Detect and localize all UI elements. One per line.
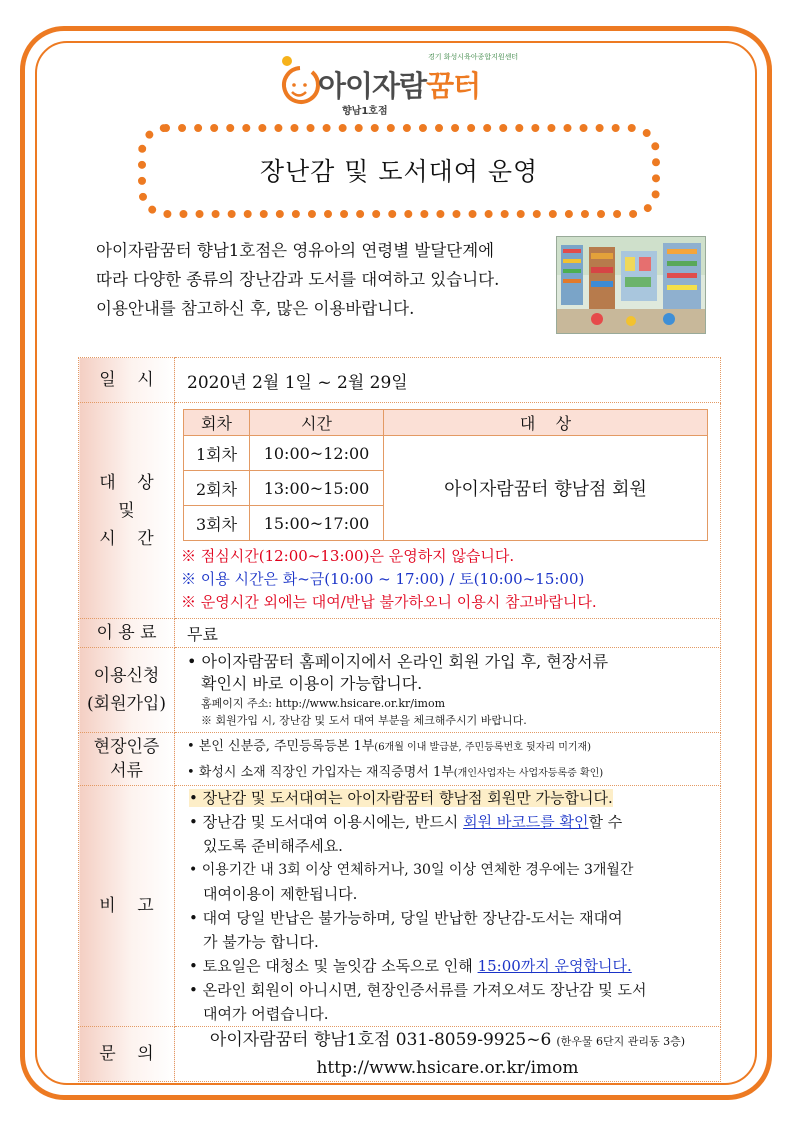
label-and: 및 [118, 500, 135, 521]
logo-subtitle: 경기 화성시육아종합지원센터 [428, 53, 519, 61]
docs-item2-note: (개인사업자는 사업자등록증 확인) [453, 768, 604, 779]
note-hours: ※ 이용 시간은 화~금(10:00 ~ 17:00) / 토(10:00~15:00) [181, 570, 585, 588]
contact-main: 아이자람꿈터 향남1호점 031-8059-9925~6 [209, 1030, 552, 1050]
value-fee: 무료 [175, 619, 721, 648]
audience: 아이자람꿈터 향남점 회원 [384, 436, 708, 541]
label-apply-2: (회원가입) [87, 694, 166, 714]
remark-3: • 이용기간 내 3회 이상 연체하거나, 30일 이상 연체한 경우에는 3개월간 [189, 862, 634, 878]
session-time: 13:00~15:00 [250, 471, 384, 506]
docs-item2-main: • 화성시 소재 직장인 가입자는 재직증명서 1부 [187, 765, 454, 780]
label-date: 일 시 [79, 358, 175, 403]
remark-4: • 대여 당일 반납은 불가능하며, 당일 반납한 장난감-도서는 재대여 [189, 909, 623, 927]
value-apply [175, 648, 721, 733]
remark-2-cont: 있도록 준비해주세요. [203, 837, 343, 855]
logo-name-part-b: 꿈터 [426, 69, 481, 103]
remark-6-cont: 대여가 어렵습니다. [203, 1005, 329, 1023]
contact-line [175, 1027, 720, 1055]
row-docs [79, 733, 721, 786]
intro-line: 따라 다양한 종류의 장난감과 도서를 대여하고 있습니다. [96, 270, 500, 289]
logo [278, 52, 528, 118]
remark-1 [189, 786, 720, 810]
docs-item1-main: • 본인 신분증, 주민등록등본 1부 [187, 739, 375, 754]
smiley-sun-icon [278, 54, 322, 110]
remark-2-post: 할 수 [588, 813, 623, 831]
remark-6: • 온라인 회원이 아니시면, 현장인증서류를 가져오셔도 장난감 및 도서 [189, 981, 647, 999]
remark-4-cont: 가 불가능 합니다. [203, 933, 319, 951]
remark-2 [189, 810, 720, 834]
label-docs-2: 서류 [110, 761, 143, 781]
apply-line1: • 아이자람꿈터 홈페이지에서 온라인 회원 가입 후, 현장서류 [187, 652, 609, 671]
row-contact [79, 1027, 721, 1082]
intro-line: 이용안내를 참고하신 후, 많은 이용바랍니다. [96, 299, 415, 318]
info-table [78, 357, 721, 1082]
schedule-header [184, 410, 708, 436]
value-target-time [175, 403, 721, 619]
row-target-time [79, 403, 721, 619]
remark-5 [189, 954, 720, 978]
session-no: 1회차 [184, 436, 250, 471]
value-date: 2020년 2월 1일 ~ 2월 29일 [175, 358, 721, 403]
remark-1-text: • 장난감 및 도서대여는 아이자람꿈터 향남점 회원만 가능합니다. [189, 789, 613, 807]
logo-name [318, 64, 480, 105]
intro-line: 아이자람꿈터 향남1호점은 영유아의 연령별 발달단계에 [96, 241, 495, 260]
label-target: 대 상 [99, 472, 154, 493]
header-audience: 대 상 [384, 410, 708, 436]
contact-address: (한우물 6단지 관리동 3층) [556, 1035, 686, 1048]
session-time: 10:00~12:00 [250, 436, 384, 471]
title-box [138, 124, 660, 218]
row-date [79, 358, 721, 403]
session-no: 3회차 [184, 506, 250, 541]
apply-line2: 확인시 바로 이용이 가능합니다. [201, 674, 423, 693]
value-remarks [175, 786, 721, 1027]
session-time: 15:00~17:00 [250, 506, 384, 541]
label-contact: 문 의 [79, 1027, 175, 1082]
contact-url: http://www.hsicare.or.kr/imom [316, 1058, 579, 1078]
label-docs-1: 현장인증 [93, 737, 160, 757]
library-photo [556, 236, 706, 334]
schedule-table [183, 409, 708, 541]
remark-5-link: 15:00까지 운영합니다. [477, 957, 632, 975]
label-time: 시 간 [99, 528, 154, 549]
apply-homepage: 홈페이지 주소: http://www.hsicare.or.kr/imom [201, 697, 446, 710]
note-outside-hours: ※ 운영시간 외에는 대여/반납 불가하오니 이용시 참고바랍니다. [181, 593, 597, 611]
label-target-time [79, 403, 175, 619]
value-contact [175, 1027, 721, 1082]
row-fee [79, 619, 721, 648]
session-no: 2회차 [184, 471, 250, 506]
schedule-row [184, 436, 708, 471]
intro-text [96, 236, 546, 323]
label-fee: 이 용 료 [79, 619, 175, 648]
logo-name-part-a: 아이자람 [318, 69, 427, 103]
row-apply [79, 648, 721, 733]
apply-note: ※ 회원가입 시, 장난감 및 도서 대여 부분을 체크해주시기 바랍니다. [201, 714, 527, 727]
remark-3-cont: 대여이용이 제한됩니다. [203, 885, 358, 903]
note-lunch: ※ 점심시간(12:00~13:00)은 운영하지 않습니다. [181, 547, 515, 565]
page-title: 장난감 및 도서대여 운영 [259, 157, 539, 186]
value-docs [175, 733, 721, 786]
header-time: 시간 [250, 410, 384, 436]
docs-item1 [187, 733, 720, 759]
label-apply [79, 648, 175, 733]
docs-item2 [187, 759, 720, 785]
logo-branch: 향남1호점 [342, 106, 388, 117]
remark-2-pre: • 장난감 및 도서대여 이용시에는, 반드시 [189, 813, 464, 831]
row-remarks [79, 786, 721, 1027]
docs-item1-note: (6개월 이내 발급분, 주민등록번호 뒷자리 미기재) [374, 742, 592, 753]
label-apply-1: 이용신청 [93, 666, 160, 686]
label-remarks: 비 고 [79, 786, 175, 1027]
remark-5-pre: • 토요일은 대청소 및 놀잇감 소독으로 인해 [189, 957, 478, 975]
label-docs [79, 733, 175, 786]
header-session: 회차 [184, 410, 250, 436]
remark-2-link: 회원 바코드를 확인 [463, 813, 589, 831]
